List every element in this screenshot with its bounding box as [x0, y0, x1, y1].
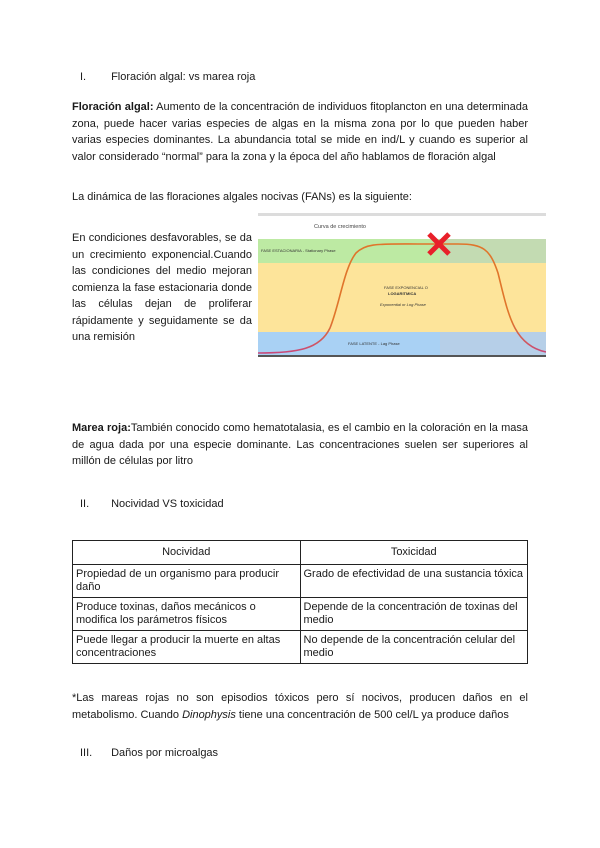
x-mark-icon — [426, 231, 452, 257]
table-row — [73, 598, 528, 631]
floracion-definition: Aumento de la concentración de individuos fitoplancton en una determinada zona, puede hacer varias especies de algas en la misma zona por lo que pueden haber varias especies dominantes. La abundancia total se mide en ind/L y cuando es superior al valor considerado “normal” para la zona y la época del año hablamos de floración algal — [72, 101, 528, 163]
section-heading-3 — [80, 747, 218, 759]
table-cell: No depende de la concentración celular del medio — [300, 631, 528, 664]
table-header-toxicidad: Toxicidad — [300, 541, 528, 565]
exponential-phase-label-2: LOGARITMICA — [388, 291, 417, 296]
table-cell: Puede llegar a producir la muerte en altas concentraciones — [73, 631, 301, 664]
table-cell: Propiedad de un organismo para producir daño — [73, 565, 301, 598]
marea-roja-definition: También conocido como hematotalasia, es el cambio en la coloración en la masa de agua dada por una especie dominante. Las concentraciones suelen ser superiores al millón de células por litro — [72, 422, 528, 467]
floracion-term: Floración algal: — [72, 101, 154, 113]
section-heading-1 — [80, 71, 255, 83]
note-species: Dinophysis — [182, 708, 236, 721]
table-cell: Depende de la concentración de toxinas del medio — [300, 598, 528, 631]
table-cell: Grado de efectividad de una sustancia tóxica — [300, 565, 528, 598]
section-title: Nocividad VS toxicidad — [111, 498, 224, 510]
note-text-1: *Las mareas rojas no son episodios tóxicos pero sí nocivos, producen daños en el metabolismo. Cuando — [72, 692, 528, 721]
table-cell: Produce toxinas, daños mecánicos o modifica los parámetros físicos — [73, 598, 301, 631]
growth-curve-figure — [258, 213, 546, 361]
section-number: I. — [80, 71, 87, 83]
table-row — [73, 565, 528, 598]
section-number: III. — [80, 747, 93, 759]
growth-curve-line — [258, 213, 546, 361]
floracion-paragraph — [72, 99, 528, 165]
nocividad-toxicidad-table — [72, 540, 528, 664]
lag-phase-label: FASE LATENTE - Lag Phase — [348, 341, 400, 346]
stationary-phase-label: FASE ESTACIONARIA - Stationary Phase — [261, 248, 336, 253]
note-paragraph — [72, 690, 528, 723]
exponential-phase-label-1: FASE EXPONENCIAL O — [384, 285, 428, 290]
section-number: II. — [80, 498, 90, 510]
table-header-row — [73, 541, 528, 565]
marea-roja-paragraph — [72, 420, 528, 470]
section-title: Floración algal: vs marea roja — [111, 71, 256, 83]
table-row — [73, 631, 528, 664]
table-header-nocividad: Nocividad — [73, 541, 301, 565]
dinamica-description: En condiciones desfavorables, se da un crecimiento exponencial.Cuando las condiciones del medio mejoran comienza la fase estacionaria donde las células dejan de proliferar rápidamente y seguidamente se da una remisión — [72, 232, 252, 343]
section-title: Daños por microalgas — [111, 747, 219, 759]
figure-bottom-border — [258, 355, 546, 357]
note-text-2: tiene una concentración de 500 cel/L ya produce daños — [235, 708, 509, 721]
section-heading-2 — [80, 498, 224, 510]
dinamica-intro: La dinámica de las floraciones algales nocivas (FANs) es la siguiente: — [72, 191, 412, 203]
figure-title: Curva de crecimiento — [314, 224, 366, 230]
exponential-phase-label-en: Exponential or Log Phase — [380, 302, 426, 307]
marea-roja-term: Marea roja: — [72, 422, 131, 434]
